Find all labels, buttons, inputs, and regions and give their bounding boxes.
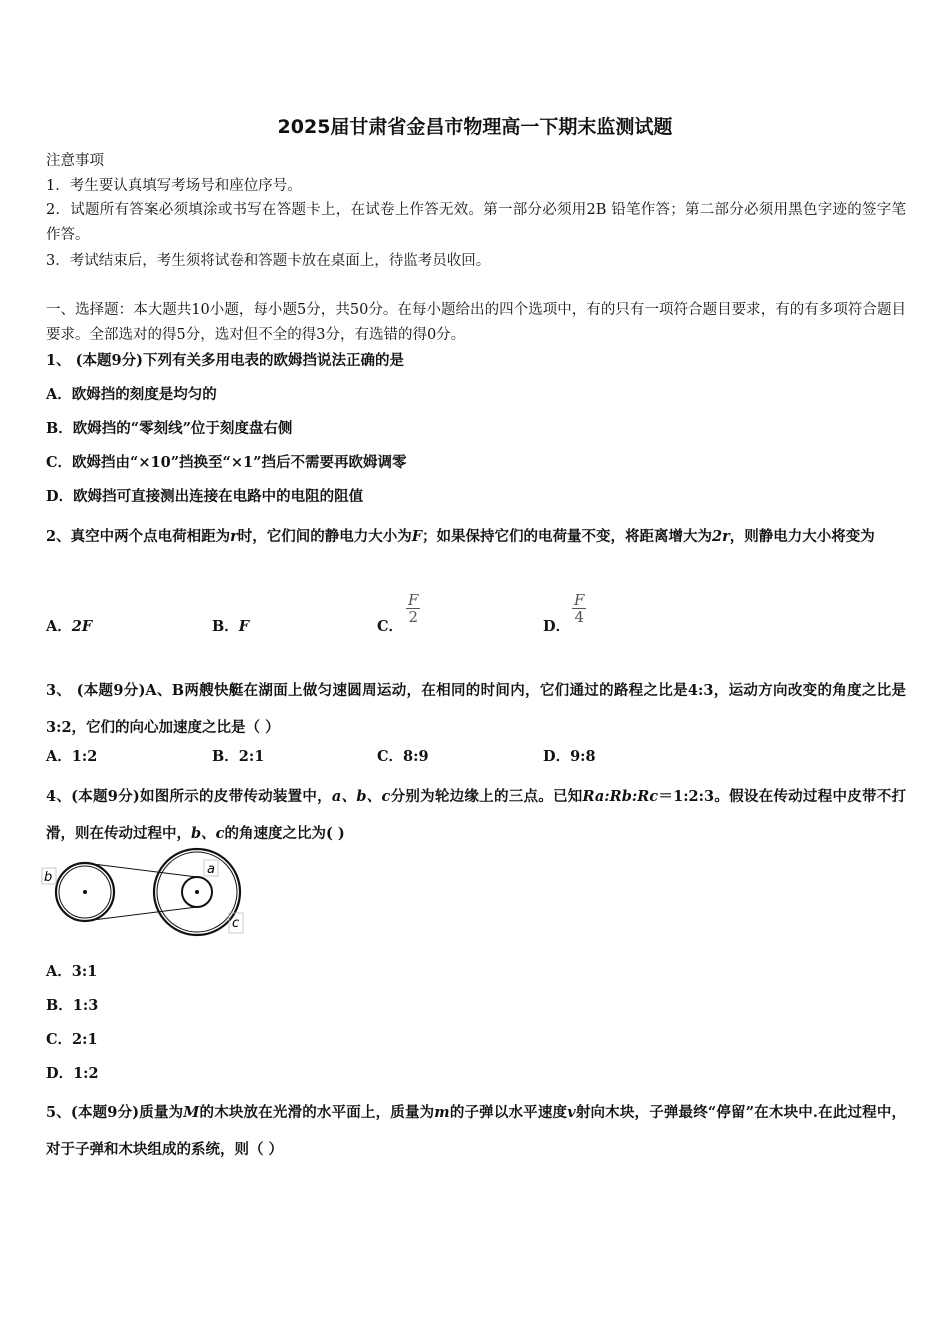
label-c: c [232,916,240,931]
q4-stem-part-1: 4、(本题9分)如图所示的皮带传动装置中， [46,788,332,805]
q3-option-b: B．2:1 [212,748,265,765]
q2-option-c-numerator: F [408,591,419,609]
q1-option-b: B．欧姆挡的“零刻线”位于刻度盘右侧 [46,420,293,437]
q5-var-m-big: M [183,1104,200,1121]
notice-item-2: 2．试题所有答案必须填涂或书写在答题卡上，在试卷上作答无效。第一部分必须用2B 铅笔作答；第二部分必须用黑色字迹的签字笔作答。 [46,202,906,243]
q2-option-c-label: C． [377,618,404,635]
q2-option-b-value: F [238,618,250,635]
q5-stem-part-4: 射向木块，子弹最终“停留”在木块中.在此过程中，对于子弹和木块组成的系统，则（ ） [46,1104,907,1158]
q2-option-c-fraction [406,592,420,625]
q2-stem-part-1: 2、真空中两个点电荷相距为 [46,528,231,545]
q5-stem-part-3: 的子弹以水平速度 [449,1104,568,1121]
q4-option-a: A．3:1 [46,963,98,980]
q3-option-a: A．1:2 [46,748,98,765]
q2-option-c-denominator: 2 [408,608,418,626]
belt-top [85,863,197,877]
q5-var-v: v [567,1104,576,1121]
q2-option-d-numerator: F [574,591,585,609]
q4-var-bc: b、c [191,825,225,842]
wheel-b-axle [83,890,87,894]
q2-var-2r: 2r [712,528,730,545]
q2-stem-part-2: 时，它们间的静电力大小为 [237,528,412,545]
belt-drive-figure [40,845,250,940]
q4-stem [46,778,906,852]
q1-stem: 1、 (本题9分)下列有关多用电表的欧姆挡说法正确的是 [46,352,404,369]
q4-var-abc: a、b、c [331,788,391,805]
q4-var-ratio: Ra:Rb:Rc [582,788,659,805]
section-1-instructions: 一、选择题：本大题共10小题，每小题5分，共50分。在每小题给出的四个选项中，有的只有一项符合题目要求，有的有多项符合题目要求。全部选对的得5分，选对但不全的得3分，有选错的得0分。 [46,302,906,343]
belt-bottom [85,907,197,921]
q2-option-b-label: B． [212,618,239,635]
q4-option-b: B．1:3 [46,997,99,1014]
q2-option-b [212,617,249,637]
q4-option-d: D．1:2 [46,1065,99,1082]
label-b: b [44,870,53,885]
notice-item-3: 3．考试结束后，考生须将试卷和答题卡放在桌面上，待监考员收回。 [46,253,491,269]
page-title: 2025届甘肃省金昌市物理高一下期末监测试题 [277,116,673,138]
q1-option-a: A．欧姆挡的刻度是均匀的 [46,386,217,403]
q5-stem-part-2: 的木块放在光滑的水平面上，质量为 [199,1104,435,1121]
q4-option-c: C．2:1 [46,1031,98,1048]
q1-option-d: D．欧姆挡可直接测出连接在电路中的电阻的阻值 [46,488,364,505]
q3-option-c: C．8:9 [377,748,429,765]
q2-var-f: F [411,528,423,545]
q2-stem-part-4: ，则静电力大小将变为 [729,528,875,545]
q4-stem-part-2: 分别为轮边缘上的三点。已知 [390,788,583,805]
q2-stem [46,518,906,555]
notice-heading: 注意事项 [46,153,104,169]
q4-stem-part-3: ＝1:2:3。假设在传动过程中皮带不打滑，则在传动过程中， [46,788,907,842]
q5-stem [46,1094,906,1168]
q4-stem-part-4: 的角速度之比为( ) [224,825,345,842]
q2-option-a [46,617,92,637]
wheel-a-axle [195,890,199,894]
q2-option-a-label: A． [46,618,72,635]
q3-option-d: D．9:8 [543,748,596,765]
notice-item-1: 1．考生要认真填写考场号和座位序号。 [46,178,302,194]
q3-stem: 3、 (本题9分)A、B两艘快艇在湖面上做匀速圆周运动，在相同的时间内，它们通过的路程之比是4:3，运动方向改变的角度之比是3:2，它们的向心加速度之比是（ ） [46,682,906,736]
q2-stem-part-3: ；如果保持它们的电荷量不变，将距离增大为 [422,528,713,545]
q1-option-c: C．欧姆挡由“×10”挡换至“×1”挡后不需要再欧姆调零 [46,454,407,471]
label-a: a [207,862,215,877]
q2-var-r: r [230,528,238,545]
q2-option-d-denominator: 4 [574,608,584,626]
q2-option-a-value: 2F [71,618,93,635]
q2-option-d-fraction [572,592,586,625]
q5-stem-part-1: 5、(本题9分)质量为 [46,1104,184,1121]
q5-var-m-small: m [434,1104,450,1121]
q2-option-d-label: D． [543,618,571,635]
